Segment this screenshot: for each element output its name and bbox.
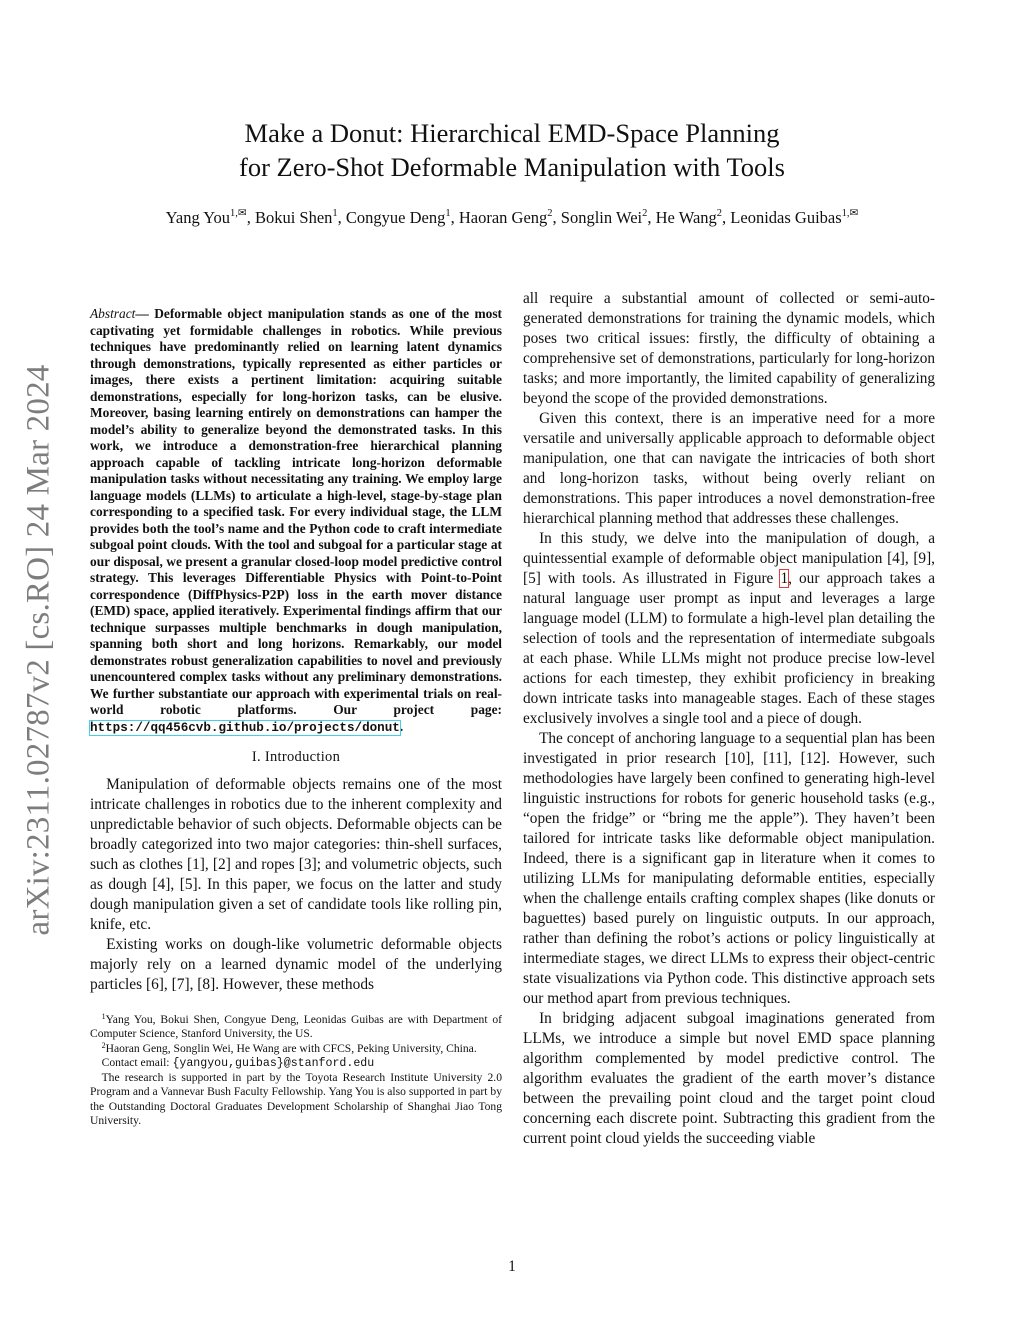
author: Congyue Deng$^1$, [345, 208, 459, 227]
footnotes [90, 1013, 502, 1128]
left-column [90, 306, 502, 1128]
project-page-link[interactable]: https://qq456cvb.github.io/projects/donut [90, 720, 400, 735]
footnote-2: $^2$Haoran Geng, Songlin Wei, He Wang are with CFCS, Peking University, China. [101, 1040, 477, 1055]
author: Songlin Wei$^2$, [560, 208, 656, 227]
author: Yang You$^{1,✉}$, [165, 208, 255, 227]
paper-title [100, 116, 924, 184]
intro-paragraph: Manipulation of deformable objects remains one of the most intricate challenges in robotics due to the inherent complexity and unpredictable behavior of such objects. Deformable objects can be broadly categorized into two major categories: thin-shell surfaces, such as clothes [1], [2] and ropes [3]; and volumetric objects, such as dough [4], [5]. In this paper, we focus on the latter and study dough manipulation given a set of candidate tools like rolling pin, knife, etc. [90, 776, 502, 933]
footnote-1: $^1$Yang You, Bokui Shen, Congyue Deng, Leonidas Guibas are with Department of Computer Science, Stanford University, the US. [90, 1012, 502, 1041]
abstract: Abstract— Deformable object manipulation stands as one of the most captivating yet formidable challenges in robotics. While previous techniques have predominantly relied on learning latent dynamics through demonstrations, typically represented as either particles or images, there exists a pertinent limitation: acquiring suitable demonstrations, especially for long-horizon tasks, can be elusive. Moreover, basing learning entirely on demonstrations can hamper the model’s ability to generalize beyond the demonstrated tasks. In this work, we introduce a demonstration-free hierarchical planning approach capable of tackling intricate long-horizon deformable manipulation tasks without necessitating any training. We employ large language models (LLMs) to articulate a high-level, stage-by-stage plan corresponding to a specified task. For every individual stage, the LLM provides both the tool’s name and the Python code to craft intermediate subgoal point clouds. With the tool and subgoal for a particular stage at our disposal, we present a granular closed-loop model predictive control strategy. This leverages Differentiable Physics with Point-to-Point correspondence (DiffPhysics-P2P) loss in the earth mover distance (EMD) space, applied iteratively. Experimental findings affirm that our technique surpasses multiple benchmarks in dough manipulation, spanning both short and long horizons. Remarkably, our model demonstrates robust generalization capabilities to novel and previously unencountered complex tasks without any preliminary demonstrations. We further substantiate our approach with experimental trials on real-world robotic platforms. Our project page: https://qq456cvb.github.io/projects/donut. [90, 306, 502, 735]
author: He Wang$^2$, [655, 208, 731, 227]
section-heading-introduction: I. Introduction [251, 749, 341, 765]
intro-paragraph: In bridging adjacent subgoal imaginations generated from LLMs, we introduce a simple but novel EMD space planning algorithm complemented by model predictive control. The algorithm evaluates the gradient of the earth mover’s distance between the prevailing point cloud and the target point cloud concerning each discrete point. Subtracting this gradient from the current point cloud yields the succeeding viable [523, 1010, 935, 1147]
right-column [523, 289, 935, 1149]
intro-paragraph: The concept of anchoring language to a sequential plan has been investigated in prior research [10], [11], [12]. However, such methodologies have largely been confined to generating high-level linguistic instructions for robots for generic household tasks (e.g., “open the fridge” or “bring me the apple”). They haven’t been tailored for intricate tasks like deformable object manipulation. Indeed, there is a significant gap in literature when it comes to utilizing LLMs for manipulating deformable entities, especially when the challenge entails crafting complex shapes (like donuts or baguettes) based purely on linguistic outputs. In our approach, rather than defining the robot’s actions or policy linguistically at intermediate stages, we direct LLMs to express their object-centric state visualizations via Python code. This distinctive approach sets our method apart from previous techniques. [523, 730, 935, 1007]
abstract-text: Deformable object manipulation stands as one of the most captivating yet formidable challenges in robotics. While previous techniques have predominantly relied on learning latent dynamics through demonstrations, typically represented as either particles or images, there exists a pertinent limitation: acquiring suitable demonstrations, especially for long-horizon tasks, can be elusive. Moreover, basing learning entirely on demonstrations can hamper the model’s ability to generalize beyond the demonstrated tasks. In this work, we introduce a demonstration-free hierarchical planning approach capable of tackling intricate long-horizon deformable manipulation tasks without necessitating any training. We employ large language models (LLMs) to articulate a high-level, stage-by-stage plan corresponding to a specified task. For every individual stage, the LLM provides both the tool’s name and the Python code to craft intermediate subgoal point clouds. With the tool and subgoal for a particular stage at our disposal, we present a granular closed-loop model predictive control strategy. This leverages Differentiable Physics with Point-to-Point correspondence (DiffPhysics-P2P) loss in the earth mover distance (EMD) space, applied iteratively. Experimental findings affirm that our technique surpasses multiple benchmarks in dough manipulation, spanning both short and long horizons. Remarkably, our model demonstrates robust generalization capabilities to novel and previously unencountered complex tasks without any preliminary demonstrations. We further substantiate our approach with experimental trials on real-world robotic platforms. Our project page: [90, 306, 502, 717]
title-line-1: Make a Donut: Hierarchical EMD-Space Planning [244, 118, 780, 148]
title-line-2: for Zero-Shot Deformable Manipulation with Tools [239, 152, 785, 182]
abstract-label: Abstract [90, 306, 136, 321]
intro-paragraph: all require a substantial amount of collected or semi-auto-generated demonstrations for training the dynamic models, which poses two critical issues: firstly, the difficulty of obtaining a comprehensive set of demonstrations, particularly for long-horizon tasks; and more importantly, the limited capability of generalizing beyond the scope of the provided demonstrations. [523, 290, 935, 407]
figure-reference-link[interactable]: 1 [780, 570, 789, 587]
footnote-funding: The research is supported in part by the Toyota Research Institute University 2.0 Program and a Vannevar Bush Faculty Fellowship. Yang You is also supported in part by the Outstanding Doctoral Graduates Development Scholarship of Shanghai Jiao Tong University. [90, 1071, 502, 1128]
intro-paragraph: In this study, we delve into the manipulation of dough, a quintessential example of deformable object manipulation [4], [9], [5] with tools. As illustrated in Figure 1, our approach takes a natural language user prompt as input and leverages a large language model (LLM) to formulate a high-level plan detailing the selection of tools and the representation of intermediate subgoals at each phase. While LLMs might not produce precise low-level actions for each timestep, they exhibit proficiency in breaking down intricate tasks into manageable stages. Each of these stages exclusively involves a single tool and a piece of dough. [523, 530, 935, 727]
intro-paragraph: Existing works on dough-like volumetric deformable objects majorly rely on a learned dynamic model of the underlying particles [6], [7], [8]. However, these methods [90, 936, 502, 993]
author: Bokui Shen$^1$, [254, 208, 346, 227]
footnote-contact: Contact email: {yangyou,guibas}@stanford.edu [101, 1055, 375, 1070]
author: Leonidas Guibas$^{1,✉}$ [730, 208, 859, 227]
arxiv-id-text: arXiv:2311.02787v2 [cs.RO] 24 Mar 2024 [20, 364, 57, 936]
intro-paragraph: Given this context, there is an imperative need for a more versatile and universally applicable approach to deformable object manipulation, one that can navigate the intricacies of both short and long-horizon tasks, without being overly reliant on demonstrations. This paper introduces a novel demonstration-free hierarchical planning method that addresses these challenges. [523, 410, 935, 527]
arxiv-identifier [14, 350, 64, 950]
contact-email: {yangyou,guibas}@stanford.edu [172, 1056, 375, 1070]
author-list [60, 208, 964, 228]
page-number: 1 [508, 1258, 516, 1275]
author: Haoran Geng$^2$, [458, 208, 561, 227]
